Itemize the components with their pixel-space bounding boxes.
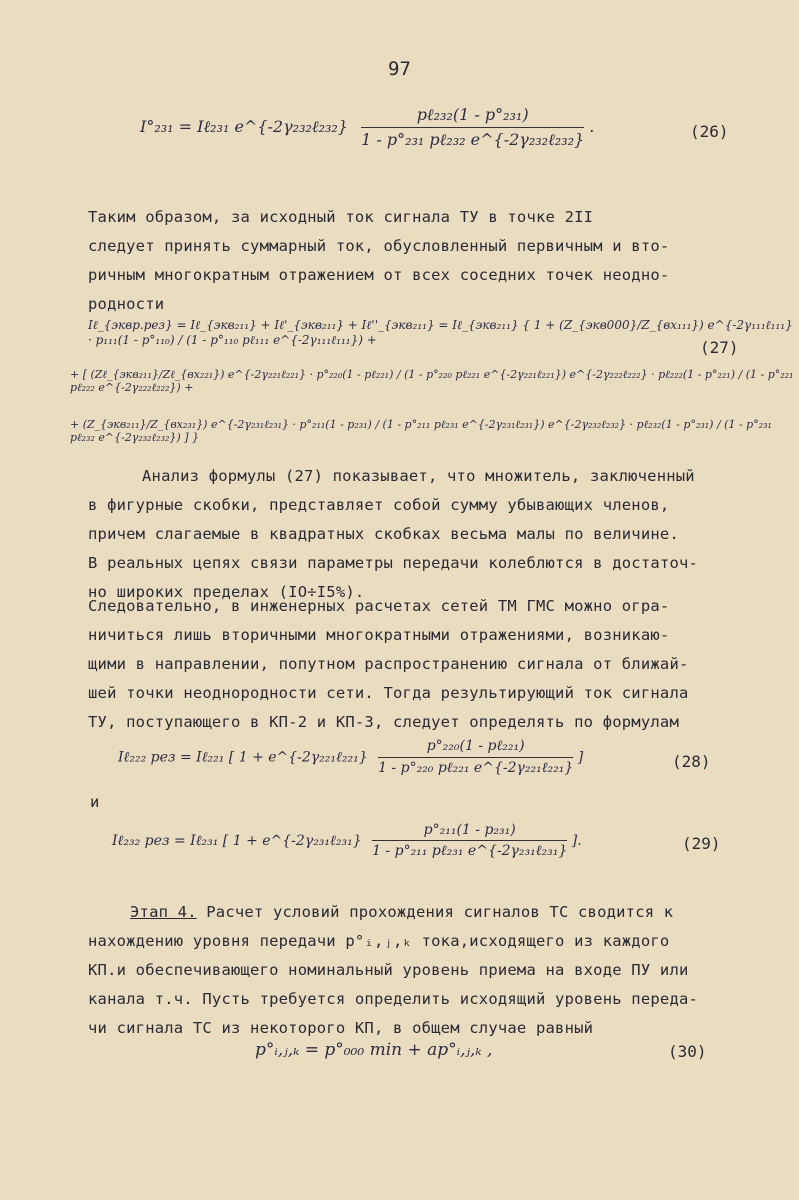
- text-line: но широких пределах (IO÷I5%).: [88, 583, 365, 601]
- text-line: канала т.ч. Пусть требуется определить исходящий уровень переда-: [88, 990, 699, 1008]
- text-line: причем слагаемые в квадратных скобках весьма малы по величине.: [88, 525, 679, 543]
- equation-30-number: (30): [668, 1042, 707, 1061]
- text-line: В реальных цепях связи параметры передачи колеблются в достаточ-: [88, 554, 699, 572]
- text-line: ричным многократным отражением от всех соседних точек неодно-: [88, 266, 670, 284]
- equation-26-numerator: pℓ₂₃₂(1 - p°₂₃₁): [361, 105, 584, 128]
- paragraph-1: [88, 203, 669, 319]
- equation-28-numerator: p°₂₂₀(1 - pℓ₂₂₁): [378, 738, 573, 758]
- equation-28-lhs: Iℓ₂₂₂ рез = Iℓ₂₂₁ [ 1 + e^{-2γ₂₂₁ℓ₂₂₁}: [118, 749, 368, 766]
- equation-29-number: (29): [682, 834, 721, 853]
- text-line: КП.и обеспечивающего номинальный уровень приема на входе ПУ или: [88, 961, 689, 979]
- text-line: шей точки неоднородности сети. Тогда результирующий ток сигнала: [88, 684, 689, 702]
- text-line: ТУ, поступающего в КП-2 и КП-3, следует определять по формулам: [88, 713, 679, 731]
- text-line: чи сигнала ТС из некоторого КП, в общем случае равный: [88, 1019, 594, 1037]
- equation-29-lhs: Iℓ₂₃₂ рез = Iℓ₂₃₁ [ 1 + e^{-2γ₂₃₁ℓ₂₃₁}: [112, 833, 362, 849]
- section-label: Этап 4.: [130, 903, 197, 921]
- text-line: нахождению уровня передачи p°ᵢ,ⱼ,ₖ тока,исходящего из каждого: [88, 932, 670, 950]
- text-line: щими в направлении, попутном распространению сигнала от ближай-: [88, 655, 689, 673]
- text-line: Следовательно, в инженерных расчетах сетей ТМ ГМС можно огра-: [88, 597, 670, 615]
- conjunction-and: и: [90, 793, 100, 811]
- equation-27-line-3: + (Z_{экв₂₁₁}/Z_{вх₂₃₁}) e^{-2γ₂₃₁ℓ₂₃₁} · p°₂₁₁(1 - p₂₃₁) / (1 - p°₂₁₁ pℓ₂₃₁ e^{-2γ₂₃₁ℓ₂₃₁}) e^{-2γ₂₃₂ℓ₂₃₂} · pℓ₂₃₂(1 - p°₂₃₁) / (1 - p°₂₃₁ pℓ₂₃₂ e^{-2γ₂₃₂ℓ₂₃₂}) ] }: [70, 418, 772, 444]
- equation-28-number: (28): [672, 752, 711, 771]
- equation-30: p°ᵢ,ⱼ,ₖ = p°₀₀₀ min + ap°ᵢ,ⱼ,ₖ ,: [255, 1040, 493, 1060]
- text-line: в фигурные скобки, представляет собой сумму убывающих членов,: [88, 496, 670, 514]
- text-line: Анализ формулы (27) показывает, что множитель, заключенный: [142, 467, 695, 485]
- equation-29-denominator: 1 - p°₂₁₁ pℓ₂₃₁ e^{-2γ₂₃₁ℓ₂₃₁}: [372, 843, 568, 859]
- equation-27-line-2: + [ (Zℓ_{экв₂₁₁}/Zℓ_{вх₂₂₁}) e^{-2γ₂₂₁ℓ₂₂₁} · p°₂₂₀(1 - pℓ₂₂₁) / (1 - p°₂₂₀ pℓ₂₂₁ e^{-2γ₂₂₁ℓ₂₂₁}) e^{-2γ₂₂₂ℓ₂₂₂} · pℓ₂₂₂(1 - p°₂₂₁) / (1 - p°₂₂₁ pℓ₂₂₂ e^{-2γ₂₂₂ℓ₂₂₂}) +: [70, 368, 794, 394]
- equation-26-number: (26): [690, 122, 729, 141]
- paragraph-3: [88, 592, 689, 737]
- equation-28-denominator: 1 - p°₂₂₀ pℓ₂₂₁ e^{-2γ₂₂₁ℓ₂₂₁}: [378, 760, 574, 776]
- text-line: родности: [88, 295, 165, 313]
- text-line: ничиться лишь вторичными многократными отражениями, возникаю-: [88, 626, 670, 644]
- paragraph-4: [88, 898, 698, 1043]
- equation-26-lhs: I°₂₃₁ = Iℓ₂₃₁ e^{-2γ₂₃₂ℓ₂₃₂}: [140, 117, 348, 136]
- text-line: Этап 4. Расчет условий прохождения сигналов ТС сводится к: [130, 903, 674, 921]
- equation-29: Iℓ₂₃₂ рез = Iℓ₂₃₁ [ 1 + e^{-2γ₂₃₁ℓ₂₃₁} $\frac{\text{p°₂₁₁(1 - p₂₃₁)}}{\text{1 - p°₂₁₁ pℓ₂₃₁ e\textasciicircum{}\{-2γ₂₃₁ℓ₂₃₁\}}}$ ].: [112, 822, 582, 859]
- page-number: 97: [388, 58, 411, 80]
- equation-28: Iℓ₂₂₂ рез = Iℓ₂₂₁ [ 1 + e^{-2γ₂₂₁ℓ₂₂₁} $\frac{\text{p°₂₂₀(1 - pℓ₂₂₁)}}{\text{1 - p°₂₂₀ pℓ₂₂₁ e\textasciicircum{}\{-2γ₂₂₁ℓ₂₂₁\}}}$ ]: [118, 738, 584, 776]
- text-line: Таким образом, за исходный ток сигнала ТУ в точке 2II: [88, 208, 594, 226]
- equation-26-denominator: 1 - p°₂₃₁ pℓ₂₃₂ e^{-2γ₂₃₂ℓ₂₃₂}: [361, 130, 585, 149]
- paragraph-2: [88, 462, 698, 607]
- equation-26: I°₂₃₁ = Iℓ₂₃₁ e^{-2γ₂₃₂ℓ₂₃₂} $\frac{\text{pℓ₂₃₂(1 - p°₂₃₁)}}{\text{1 - p°₂₃₁ pℓ₂₃₂ e\textasciicircum{}\{-2γ₂₃₂ℓ₂₃₂\}}}$ .: [140, 105, 595, 149]
- equation-27-number: (27): [700, 338, 739, 357]
- equation-27-line-1: Iℓ_{эквр.рез} = Iℓ_{экв₂₁₁} + Iℓ'_{экв₂₁₁} + Iℓ''_{экв₂₁₁} = Iℓ_{экв₂₁₁} { 1 + (Z_{экв000}/Z_{вх₁₁₁}) e^{-2γ₁₁₁ℓ₁₁₁} · p₁₁₁(1 - p°₁₁₀) / (1 - p°₁₁₀ pℓ₁₁₁ e^{-2γ₁₁₁ℓ₁₁₁}) +: [88, 318, 793, 347]
- text-line: следует принять суммарный ток, обусловленный первичным и вто-: [88, 237, 670, 255]
- equation-29-numerator: p°₂₁₁(1 - p₂₃₁): [372, 822, 567, 841]
